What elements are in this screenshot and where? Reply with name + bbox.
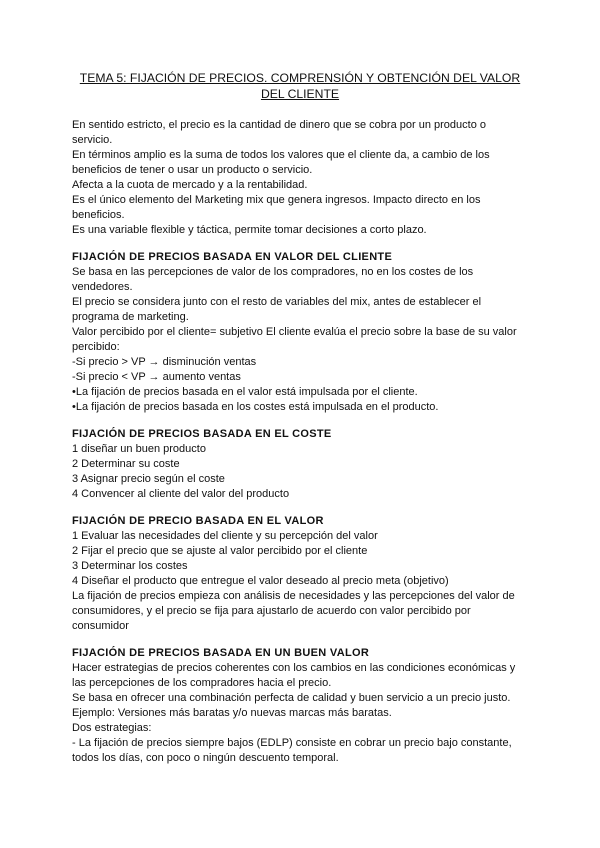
paragraph-line: beneficios. — [72, 209, 125, 221]
title-line-2: DEL CLIENTE — [260, 87, 340, 101]
paragraph-line: 1 Evaluar las necesidades del cliente y su percepción del valor — [72, 530, 378, 542]
section-value-based — [72, 250, 532, 415]
paragraph-line: -Si precio > VP → disminución ventas — [72, 356, 257, 368]
paragraph-line: 2 Determinar su coste — [72, 458, 180, 470]
paragraph-line: La fijación de precios empieza con análisis de necesidades y las percepciones del valor de — [72, 590, 515, 602]
title-line-1: TEMA 5: FIJACIÓN DE PRECIOS. COMPRENSIÓN Y OBTENCIÓN DEL VALOR — [79, 71, 521, 85]
paragraph-line: Ejemplo: Versiones más baratas y/o nuevas marcas más baratas. — [72, 707, 392, 719]
section-heading: FIJACIÓN DE PRECIOS BASADA EN EL COSTE — [72, 428, 332, 440]
paragraph-line: Es una variable flexible y táctica, permite tomar decisiones a corto plazo. — [72, 224, 427, 236]
section-value-pricing — [72, 514, 532, 634]
paragraph-line: Se basa en las percepciones de valor de los compradores, no en los costes de los — [72, 266, 474, 278]
paragraph-line: -Si precio < VP → aumento ventas — [72, 371, 241, 383]
paragraph-line: En sentido estricto, el precio es la cantidad de dinero que se cobra por un producto o — [72, 119, 486, 131]
paragraph-line: Hacer estrategias de precios coherentes con los cambios en las condiciones económicas y — [72, 662, 516, 674]
section-heading: FIJACIÓN DE PRECIO BASADA EN EL VALOR — [72, 515, 324, 527]
paragraph-line: El precio se considera junto con el resto de variables del mix, antes de establecer el — [72, 296, 482, 308]
section-heading: FIJACIÓN DE PRECIOS BASADA EN UN BUEN VALOR — [72, 647, 370, 659]
paragraph-line: - La fijación de precios siempre bajos (EDLP) consiste en cobrar un precio bajo constante, — [72, 737, 512, 749]
paragraph-line: Afecta a la cuota de mercado y a la rentabilidad. — [72, 179, 308, 191]
paragraph-line: vendedores. — [72, 281, 133, 293]
paragraph-line: consumidor — [72, 620, 129, 632]
paragraph-line: 4 Diseñar el producto que entregue el valor deseado al precio meta (objetivo) — [72, 575, 449, 587]
paragraph-line: Valor percibido por el cliente= subjetivo El cliente evalúa el precio sobre la base de su valor — [72, 326, 517, 338]
document-body — [72, 118, 532, 766]
intro-section — [72, 118, 532, 238]
paragraph-line: •La fijación de precios basada en el valor está impulsada por el cliente. — [72, 386, 418, 398]
paragraph-line: 3 Determinar los costes — [72, 560, 188, 572]
paragraph-line: todos los días, con poco o ningún descuento temporal. — [72, 752, 339, 764]
paragraph-line: las percepciones de los compradores hacia el precio. — [72, 677, 332, 689]
section-cost-based — [72, 427, 532, 502]
paragraph-line: Es el único elemento del Marketing mix que genera ingresos. Impacto directo en los — [72, 194, 481, 206]
paragraph-line: 2 Fijar el precio que se ajuste al valor percibido por el cliente — [72, 545, 368, 557]
paragraph-line: servicio. — [72, 134, 113, 146]
paragraph-line: programa de marketing. — [72, 311, 189, 323]
paragraph-line: consumidores, y el precio se fija para ajustarlo de acuerdo con valor percibido por — [72, 605, 471, 617]
document-title — [74, 70, 526, 102]
paragraph-line: Dos estrategias: — [72, 722, 152, 734]
paragraph-line: Se basa en ofrecer una combinación perfecta de calidad y buen servicio a un precio justo. — [72, 692, 511, 704]
section-good-value — [72, 646, 532, 766]
paragraph-line: percibido: — [72, 341, 120, 353]
paragraph-line: 3 Asignar precio según el coste — [72, 473, 225, 485]
paragraph-line: 1 diseñar un buen producto — [72, 443, 206, 455]
paragraph-line: 4 Convencer al cliente del valor del producto — [72, 488, 290, 500]
section-heading: FIJACIÓN DE PRECIOS BASADA EN VALOR DEL CLIENTE — [72, 251, 393, 263]
paragraph-line: •La fijación de precios basada en los costes está impulsada en el producto. — [72, 401, 439, 413]
paragraph-line: beneficios de tener o usar un producto o servicio. — [72, 164, 313, 176]
paragraph-line: En términos amplio es la suma de todos los valores que el cliente da, a cambio de los — [72, 149, 490, 161]
